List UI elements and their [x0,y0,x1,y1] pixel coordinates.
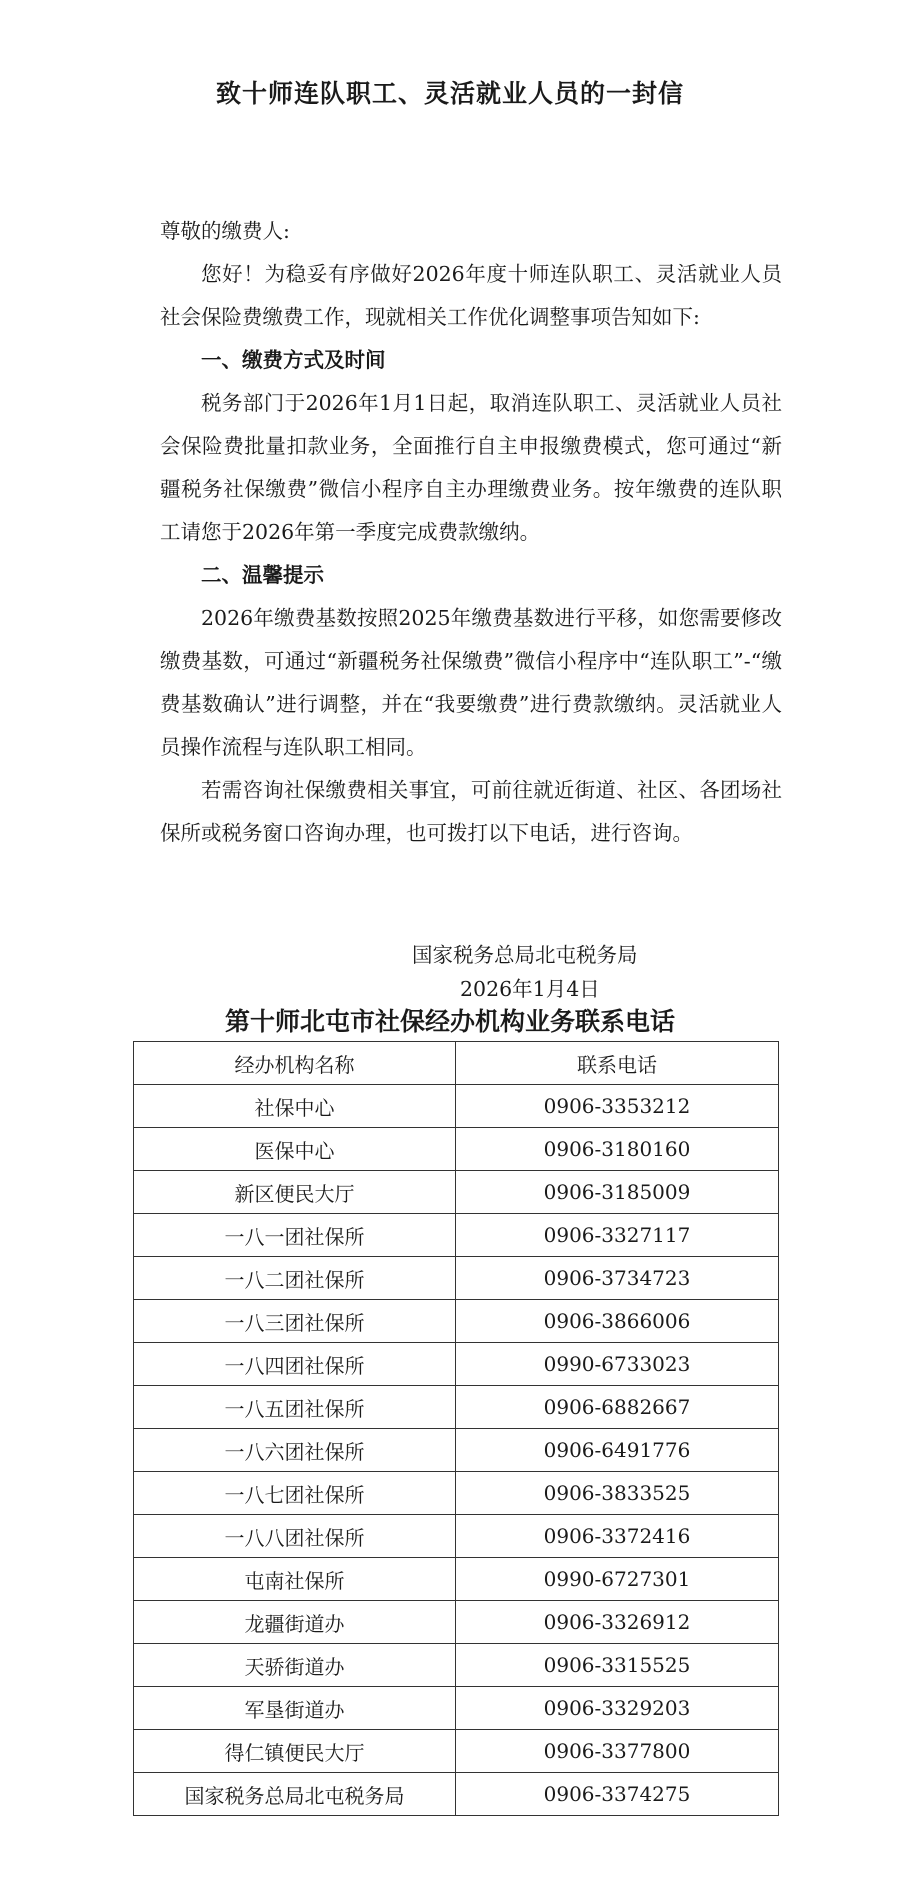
org-name-cell: 医保中心 [134,1128,456,1171]
org-name-cell: 一八五团社保所 [134,1386,456,1429]
org-name-cell: 屯南社保所 [134,1558,456,1601]
org-name-cell: 军垦街道办 [134,1687,456,1730]
phone-cell: 0906-6491776 [456,1429,779,1472]
table-title: 第十师北屯市社保经办机构业务联系电话 [224,1007,675,1036]
phone-cell: 0906-3315525 [456,1644,779,1687]
table-row [134,1386,779,1429]
consult-paragraph: 若需咨询社保缴费相关事宜，可前往就近街道、社区、各团场社保所或税务窗口咨询办理，也可拨打以下电话，进行咨询。 [160,778,782,845]
org-name-cell: 一八三团社保所 [134,1300,456,1343]
phone-cell: 0906-3377800 [456,1730,779,1773]
table-row [134,1085,779,1128]
table-row [134,1515,779,1558]
section1-heading: 一、缴费方式及时间 [201,348,386,372]
org-name-cell: 一八二团社保所 [134,1257,456,1300]
table-row [134,1773,779,1816]
table-row [134,1644,779,1687]
table-row [134,1730,779,1773]
table-row [134,1257,779,1300]
phone-cell: 0906-3734723 [456,1257,779,1300]
table-row [134,1558,779,1601]
table-row [134,1128,779,1171]
phone-cell: 0906-6882667 [456,1386,779,1429]
table-row [134,1472,779,1515]
table-row [134,1601,779,1644]
table-row [134,1687,779,1730]
salutation: 尊敬的缴费人: [160,219,290,243]
phone-cell: 0906-3185009 [456,1171,779,1214]
org-name-cell: 新区便民大厅 [134,1171,456,1214]
phone-cell: 0906-3180160 [456,1128,779,1171]
intro-paragraph: 您好！为稳妥有序做好2026年度十师连队职工、灵活就业人员社会保险费缴费工作，现就相关工作优化调整事项告知如下: [160,262,782,329]
phone-cell: 0906-3353212 [456,1085,779,1128]
section1-paragraph: 税务部门于2026年1月1日起，取消连队职工、灵活就业人员社会保险费批量扣款业务，全面推行自主申报缴费模式，您可通过“新疆税务社保缴费”微信小程序自主办理缴费业务。按年缴费的连队职工请您于2026年第一季度完成费款缴纳。 [160,391,782,544]
org-name-cell: 一八七团社保所 [134,1472,456,1515]
table-row [134,1171,779,1214]
table-row [134,1343,779,1386]
page-title: 致十师连队职工、灵活就业人员的一封信 [215,79,684,108]
phone-cell: 0906-3372416 [456,1515,779,1558]
table-row [134,1300,779,1343]
signature-org: 国家税务总局北屯税务局 [412,943,638,967]
letter-content [160,253,782,855]
phone-cell: 0906-3326912 [456,1601,779,1644]
table-row [134,1429,779,1472]
section2-heading: 二、温馨提示 [201,563,324,587]
phone-cell: 0906-3833525 [456,1472,779,1515]
phone-cell: 0906-3374275 [456,1773,779,1816]
org-name-cell: 天骄街道办 [134,1644,456,1687]
org-name-cell: 龙疆街道办 [134,1601,456,1644]
header-phone: 联系电话 [456,1042,779,1085]
phone-cell: 0906-3329203 [456,1687,779,1730]
phone-cell: 0906-3866006 [456,1300,779,1343]
contacts-table [133,1041,779,1816]
org-name-cell: 社保中心 [134,1085,456,1128]
table-header-row [134,1042,779,1085]
org-name-cell: 国家税务总局北屯税务局 [134,1773,456,1816]
org-name-cell: 一八八团社保所 [134,1515,456,1558]
org-name-cell: 一八四团社保所 [134,1343,456,1386]
signature-date: 2026年1月4日 [460,977,600,1001]
org-name-cell: 得仁镇便民大厅 [134,1730,456,1773]
phone-cell: 0990-6727301 [456,1558,779,1601]
org-name-cell: 一八一团社保所 [134,1214,456,1257]
org-name-cell: 一八六团社保所 [134,1429,456,1472]
phone-cell: 0990-6733023 [456,1343,779,1386]
phone-cell: 0906-3327117 [456,1214,779,1257]
table-row [134,1214,779,1257]
section2-paragraph: 2026年缴费基数按照2025年缴费基数进行平移，如您需要修改缴费基数，可通过“新疆税务社保缴费”微信小程序中“连队职工”-“缴费基数确认”进行调整，并在“我要缴费”进行费款缴纳。灵活就业人员操作流程与连队职工相同。 [160,606,782,759]
header-org-name: 经办机构名称 [134,1042,456,1085]
